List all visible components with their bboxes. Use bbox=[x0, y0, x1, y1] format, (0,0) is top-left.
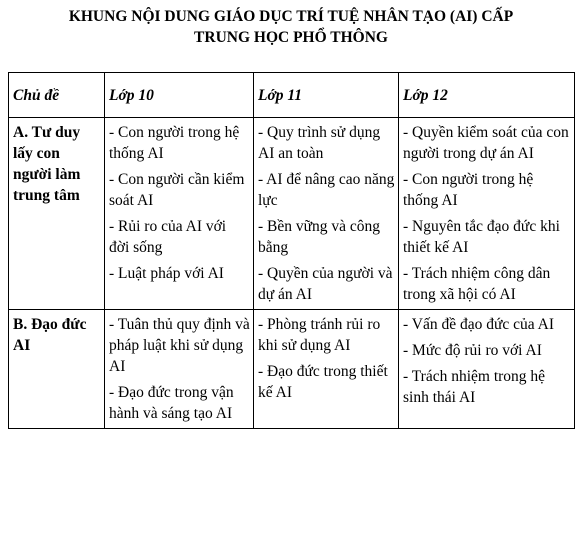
list-item: - Trách nhiệm trong hệ sinh thái AI bbox=[403, 368, 546, 406]
list-item: - Quy trình sử dụng AI an toàn bbox=[258, 124, 381, 162]
list-item: - Mức độ rủi ro với AI bbox=[403, 342, 542, 359]
list-item: - Quyền kiểm soát của con người trong dự án AI bbox=[403, 124, 569, 162]
list-item: - Quyền của người và dự án AI bbox=[258, 265, 393, 303]
list-item: - Luật pháp với AI bbox=[109, 265, 224, 282]
list-item: - AI để nâng cao năng lực bbox=[258, 171, 395, 209]
topic-cell: A. Tư duy lấy con người làm trung tâm bbox=[9, 118, 105, 310]
grade-10-cell bbox=[105, 118, 254, 310]
list-item: - Nguyên tắc đạo đức khi thiết kế AI bbox=[403, 218, 560, 256]
header-grade-12: Lớp 12 bbox=[399, 73, 575, 118]
table-row bbox=[9, 310, 575, 429]
list-item: - Vấn đề đạo đức của AI bbox=[403, 316, 555, 333]
grade-11-cell bbox=[254, 310, 399, 429]
list-item: - Trách nhiệm công dân trong xã hội có AI bbox=[403, 265, 551, 303]
grade-12-cell bbox=[399, 310, 575, 429]
list-item: - Con người cần kiểm soát AI bbox=[109, 171, 245, 209]
header-topic: Chủ đề bbox=[9, 73, 105, 118]
table-header-row bbox=[9, 73, 575, 118]
list-item: - Đạo đức trong thiết kế AI bbox=[258, 363, 388, 401]
list-item: - Rủi ro của AI với đời sống bbox=[109, 218, 227, 256]
document-title-line-2: TRUNG HỌC PHỔ THÔNG bbox=[194, 29, 388, 46]
list-item: - Tuân thủ quy định và pháp luật khi sử dụng AI bbox=[109, 316, 250, 375]
header-grade-11: Lớp 11 bbox=[254, 73, 399, 118]
list-item: - Đạo đức trong vận hành và sáng tạo AI bbox=[109, 384, 234, 422]
list-item: - Phòng tránh rủi ro khi sử dụng AI bbox=[258, 316, 381, 354]
document-title bbox=[0, 6, 582, 48]
grade-10-cell bbox=[105, 310, 254, 429]
grade-11-cell bbox=[254, 118, 399, 310]
header-grade-10: Lớp 10 bbox=[105, 73, 254, 118]
list-item: - Con người trong hệ thống AI bbox=[403, 171, 534, 209]
document-title-line-1: KHUNG NỘI DUNG GIÁO DỤC TRÍ TUỆ NHÂN TẠO (AI) CẤP bbox=[68, 8, 514, 25]
list-item: - Con người trong hệ thống AI bbox=[109, 124, 240, 162]
topic-cell: B. Đạo đức AI bbox=[9, 310, 105, 429]
curriculum-table bbox=[8, 72, 575, 429]
table-row bbox=[9, 118, 575, 310]
list-item: - Bền vững và công bằng bbox=[258, 218, 381, 256]
grade-12-cell bbox=[399, 118, 575, 310]
